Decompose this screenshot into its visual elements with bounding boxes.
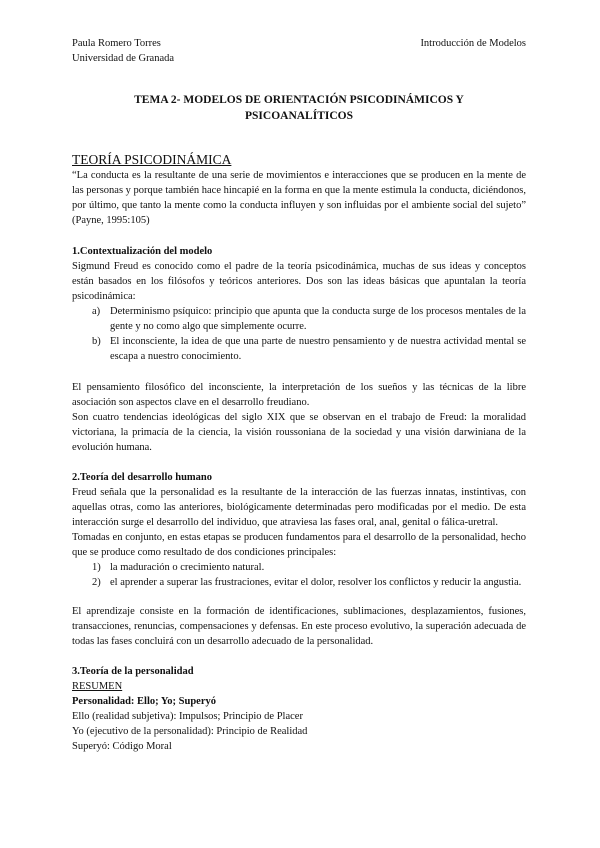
s3-heading: 3.Teoría de la personalidad — [72, 666, 194, 677]
s1-list — [72, 304, 526, 364]
course-name: Introducción de Modelos — [420, 38, 526, 49]
header-left — [72, 36, 174, 66]
list-item — [72, 560, 526, 575]
list-text: Determinismo psíquico: principio que apunta que la conducta surge de los procesos mentales de la gente y no como algo que simplemente ocurre. — [110, 306, 526, 332]
list-marker: 1) — [92, 562, 101, 573]
list-item — [72, 304, 526, 334]
list-marker: b) — [92, 336, 101, 347]
quote-paragraph: “La conducta es la resultante de una serie de movimientos e interacciones que se producen en la mente de las personas y porque también hace hincapié en la forma en que la mente estimula la conducta, diciéndonos, por último, que tanto la mente como la conducta influyen y son influidas por el ambiente social del sujeto” (Payne, 1995:105) — [72, 170, 526, 226]
author-name: Paula Romero Torres — [72, 38, 161, 49]
s2-para3: El aprendizaje consiste en la formación de identificaciones, sublimaciones, desplazamientos, fusiones, transacciones, renuncias, compensaciones y defensas. En este proceso evolutivo, la superación adecuada de todas las fases concluirá con un desarrollo adecuado de la personalidad. — [72, 606, 526, 647]
summary-label: RESUMEN — [72, 681, 123, 692]
s2-heading: 2.Teoría del desarrollo humano — [72, 472, 213, 483]
list-text: El inconsciente, la idea de que una parte de nuestro pensamiento y de nuestra actividad mental se escapa a nuestro conocimiento. — [110, 336, 526, 362]
personality-label: Personalidad: Ello; Yo; Superyó — [72, 696, 216, 707]
s1-para2: Son cuatro tendencias ideológicas del siglo XIX que se observan en el trabajo de Freud: la moralidad victoriana, la primacía de la ciencia, la visión roussoniana de la sociedad y una visión darwiniana de la evolución humana. — [72, 412, 526, 453]
s1-heading: 1.Contextualización del modelo — [72, 246, 213, 257]
list-item — [72, 575, 526, 590]
s2-para2: Tomadas en conjunto, en estas etapas se producen fundamentos para el desarrollo de la personalidad, hecho que se produce como resultado de dos condiciones principales: — [72, 532, 526, 558]
summary-line-ello: Ello (realidad subjetiva): Impulsos; Principio de Placer — [72, 711, 303, 722]
summary-line-yo: Yo (ejecutivo de la personalidad): Principio de Realidad — [72, 726, 308, 737]
list-item — [72, 334, 526, 364]
summary-line-superyo: Superyó: Código Moral — [72, 741, 172, 752]
document-title: TEMA 2- MODELOS DE ORIENTACIÓN PSICODINÁMICOS Y PSICOANALÍTICOS — [134, 94, 464, 122]
list-marker: 2) — [92, 577, 101, 588]
page-header — [72, 36, 526, 66]
section-heading: TEORÍA PSICODINÁMICA — [72, 152, 232, 167]
s1-para1: El pensamiento filosófico del inconsciente, la interpretación de los sueños y las técnicas de la libre asociación son aspectos clave en el desarrollo freudiano. — [72, 382, 526, 408]
list-text: la maduración o crecimiento natural. — [110, 562, 265, 573]
university-name: Universidad de Granada — [72, 53, 175, 64]
document-page — [72, 36, 526, 754]
s2-para1: Freud señala que la personalidad es la resultante de la interacción de las fuerzas innatas, instintivas, con aquellas otras, como las anteriores, biológicamente determinadas pero modificadas por el medio. De esta interacción surge el desarrollo del individuo, que atraviesa las fases oral, anal, genital o fálica-uretral. — [72, 487, 526, 528]
list-text: el aprender a superar las frustraciones, evitar el dolor, resolver los conflictos y reducir la angustia. — [110, 577, 522, 588]
list-marker: a) — [92, 306, 101, 317]
s2-list — [72, 560, 526, 590]
s1-intro: Sigmund Freud es conocido como el padre de la teoría psicodinámica, muchas de sus ideas y conceptos están basados en los filósofos y teóricos anteriores. Dos son las ideas básicas que apuntalan la teoría psicodinámica: — [72, 261, 526, 302]
